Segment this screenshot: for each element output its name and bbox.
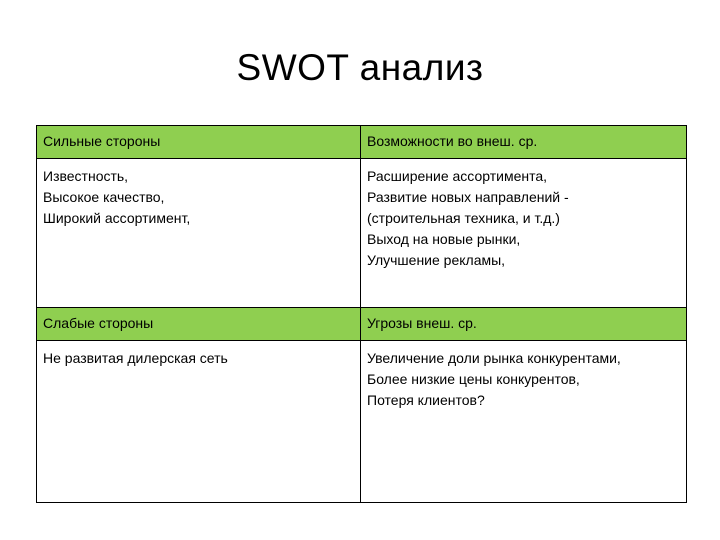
threats-header: Угрозы внеш. ср. bbox=[361, 308, 687, 341]
weaknesses-item: Не развитая дилерская сеть bbox=[43, 350, 228, 366]
opportunities-header: Возможности во внеш. ср. bbox=[361, 126, 687, 159]
swot-table bbox=[36, 125, 687, 503]
threats-item: Увеличение доли рынка конкурентами, bbox=[367, 350, 621, 366]
opportunities-item: (строительная техника, и т.д.) bbox=[367, 210, 560, 226]
opportunities-item: Выход на новые рынки, bbox=[367, 231, 521, 247]
weaknesses-header: Слабые стороны bbox=[37, 308, 361, 341]
swot-header-row-top bbox=[37, 126, 687, 159]
slide-title: SWOT анализ bbox=[236, 47, 484, 88]
swot-body-row-bottom bbox=[37, 341, 687, 503]
strengths-item: Широкий ассортимент, bbox=[43, 210, 191, 226]
swot-header-row-bottom bbox=[37, 308, 687, 341]
strengths-item: Известность, bbox=[43, 168, 129, 184]
opportunities-cell bbox=[361, 159, 687, 308]
threats-item: Более низкие цены конкурентов, bbox=[367, 371, 580, 387]
strengths-item: Высокое качество, bbox=[43, 189, 165, 205]
threats-item: Потеря клиентов? bbox=[367, 392, 485, 408]
opportunities-item: Развитие новых направлений - bbox=[367, 189, 569, 205]
weaknesses-cell bbox=[37, 341, 361, 503]
strengths-header: Сильные стороны bbox=[37, 126, 361, 159]
swot-body-row-top bbox=[37, 159, 687, 308]
opportunities-item: Расширение ассортимента, bbox=[367, 168, 548, 184]
opportunities-item: Улучшение рекламы, bbox=[367, 252, 506, 268]
threats-cell bbox=[361, 341, 687, 503]
strengths-cell bbox=[37, 159, 361, 308]
